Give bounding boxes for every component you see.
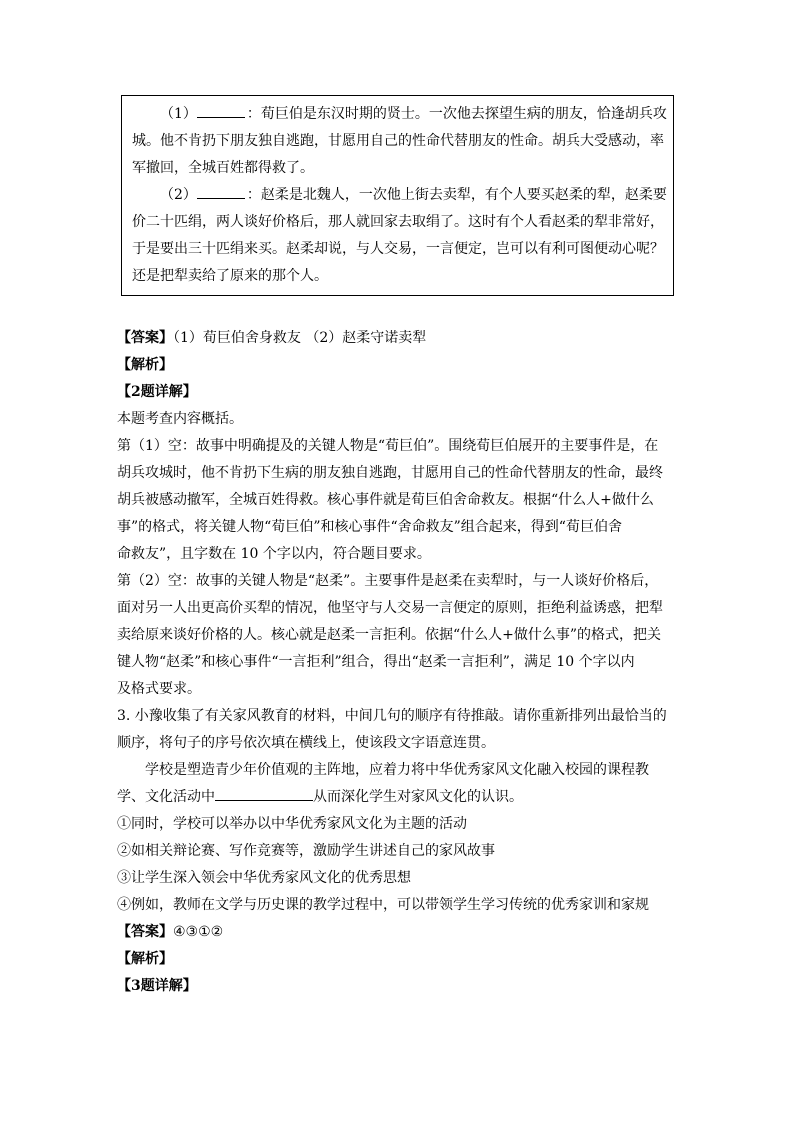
q2-detail-label: 【2题详解】 [117, 384, 197, 400]
q3-stem-line-1: 3. 小豫收集了有关家风教育的材料，中间几句的顺序有待推敲。请你重新排列出最恰当的 [117, 708, 667, 724]
q2-line: 胡兵攻城时，他不肯扔下生病的朋友独自逃跑，甘愿用自己的性命代替朋友的性命，最终 [117, 465, 663, 481]
q3-option: ①同时，学校可以举办以中华优秀家风文化为主题的活动 [117, 816, 467, 832]
q3-option: ④例如，教师在文学与历史课的教学过程中，可以带领学生学习传统的优秀家训和家规 [117, 897, 649, 913]
q2-analysis-label: 【解析】 [117, 357, 173, 373]
q2-line: 及格式要求。 [117, 681, 201, 697]
q3-analysis-label: 【解析】 [117, 951, 173, 967]
q3-option: ②如相关辩论赛、写作竞赛等，激励学生讲述自己的家风故事 [117, 843, 495, 859]
q2-line: 本题考查内容概括。 [117, 411, 243, 427]
q2-line: 第（2）空：故事的关键人物是“赵柔”。主要事件是赵柔在卖犁时，与一人谈好价格后， [117, 573, 659, 589]
answer-section [117, 325, 677, 1000]
passage-1-line-2: 城。他不肯扔下朋友独自逃跑，甘愿用自己的性命代替朋友的性命。胡兵大受感动，率 [132, 133, 664, 149]
q2-line: 键人物“赵柔”和核心事件“一言拒利”组合，得出“赵柔一言拒利”，满足 10 个字以内 [117, 654, 635, 670]
q3-detail-label: 【3题详解】 [117, 978, 197, 994]
passage-2-line-3: 于是要出三十匹绢来买。赵柔却说，与人交易，一言便定，岂可以有利可图便动心呢？ [132, 241, 664, 257]
item-number: （2） [160, 187, 197, 203]
passage-2-line-4: 还是把犁卖给了原来的那个人。 [132, 268, 328, 284]
q3-stem-line-2: 顺序，将句子的序号依次填在横线上，使该段文字语意连贯。 [117, 735, 495, 751]
answer-blank [197, 184, 245, 199]
passage-1-line-3: 军撤回，全城百姓都得救了。 [132, 160, 314, 176]
q2-line: 胡兵被感动撤军，全城百姓得救。核心事件就是荀巨伯舍命救友。根据“什么人+做什么 [117, 492, 654, 508]
passage-1-line-1: （1） ：荀巨伯是东汉时期的贤士。一次他去探望生病的朋友，恰逢胡兵攻 [132, 101, 663, 128]
item-number: （1） [160, 106, 197, 122]
q3-option: ③让学生深入领会中华优秀家风文化的优秀思想 [117, 870, 411, 886]
q2-line: 命救友”，且字数在 10 个字以内，符合题目要求。 [117, 546, 431, 562]
answer-text: ④③①② [173, 924, 224, 940]
answer-text: （1）荀巨伯舍身救友 （2）赵柔守诺卖犁 [173, 330, 427, 346]
answer-label: 【答案】 [117, 924, 173, 940]
answer-label: 【答案】 [117, 330, 173, 346]
answer-blank [197, 103, 245, 118]
passage-2-line-1: （2） ：赵柔是北魏人，一次他上街去卖犁，有个人要买赵柔的犁，赵柔要 [132, 182, 663, 209]
answer-blank [215, 786, 313, 801]
q2-line: 第（1）空：故事中明确提及的关键人物是“荀巨伯”。围绕荀巨伯展开的主要事件是，在 [117, 438, 659, 454]
q2-line: 事”的格式，将关键人物“荀巨伯”和核心事件“舍命救友”组合起来，得到“荀巨伯舍 [117, 519, 622, 535]
q2-answer [117, 325, 677, 352]
q3-passage-line-2: 学、文化活动中 从而深化学生对家风文化的认识。 [117, 784, 677, 811]
passage-2-line-2: 价二十匹绢，两人谈好价格后，那人就回家去取绢了。这时有个人看赵柔的犁非常好， [132, 214, 664, 230]
question-passage-box [121, 95, 674, 296]
q3-answer [117, 919, 677, 946]
q2-line: 面对另一人出更高价买犁的情况，他坚守与人交易一言便定的原则，拒绝利益诱惑，把犁 [117, 600, 663, 616]
q2-line: 卖给原来谈好价格的人。核心就是赵柔一言拒利。依据“什么人+做什么事”的格式，把关 [117, 627, 662, 643]
q3-passage-line-1: 学校是塑造青少年价值观的主阵地，应着力将中华优秀家风文化融入校园的课程教 [145, 762, 649, 778]
